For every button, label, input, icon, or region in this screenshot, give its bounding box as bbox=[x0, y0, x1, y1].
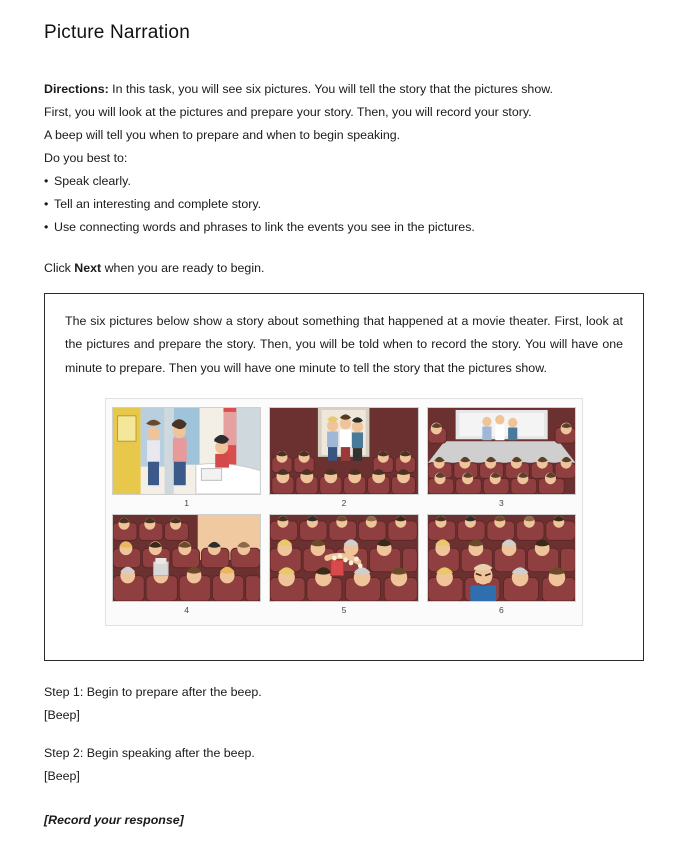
bullet-text-1: Speak clearly. bbox=[54, 173, 131, 188]
step-2-text: Step 2: Begin speaking after the beep. bbox=[44, 745, 255, 760]
picture-cell-6[interactable] bbox=[427, 514, 576, 615]
picture-4-seated-row-image[interactable] bbox=[112, 514, 261, 602]
picture-1-caption: 1 bbox=[184, 498, 190, 509]
bullet-marker-1: • bbox=[44, 173, 49, 188]
picture-2-entering-theater-image[interactable] bbox=[269, 407, 418, 495]
picture-5-caption: 5 bbox=[341, 605, 347, 616]
directions-bullet-1 bbox=[44, 170, 644, 193]
step-1-text: Step 1: Begin to prepare after the beep. bbox=[44, 684, 262, 699]
picture-1-ticket-lobby-image[interactable] bbox=[112, 407, 261, 495]
directions-line-2: First, you will look at the pictures and prepare your story. Then, you will record your story. bbox=[44, 104, 532, 119]
prompt-text: The six pictures below show a story about something that happened at a movie theater. First, look at the pictures and prepare the story. Then, you will be told when to record the story. You will have one minute to prepare. Then you will have one minute to tell the story that the pictures show. bbox=[65, 313, 623, 375]
page-title: Picture Narration bbox=[44, 22, 190, 43]
directions-bullet-2 bbox=[44, 193, 644, 216]
picture-3-caption: 3 bbox=[498, 498, 504, 509]
click-prefix: Click bbox=[44, 260, 75, 275]
picture-4-caption: 4 bbox=[184, 605, 190, 616]
directions-label: Directions: bbox=[44, 82, 109, 96]
bullet-marker-2: • bbox=[44, 196, 49, 211]
picture-cell-4[interactable] bbox=[112, 514, 261, 615]
steps-section bbox=[44, 681, 644, 789]
picture-6-angry-neighbor-image[interactable] bbox=[427, 514, 576, 602]
directions-line-3: A beep will tell you when to prepare and when to begin speaking. bbox=[44, 127, 401, 142]
beep-2-text: [Beep] bbox=[44, 769, 80, 784]
bullet-text-2: Tell an interesting and complete story. bbox=[54, 196, 262, 211]
click-suffix: when you are ready to begin. bbox=[101, 260, 265, 275]
picture-2-caption: 2 bbox=[341, 498, 347, 509]
picture-5-popcorn-spill-image[interactable] bbox=[269, 514, 418, 602]
directions-line-1-text: In this task, you will see six pictures. You will tell the story that the pictures show. bbox=[108, 82, 553, 96]
prompt-box bbox=[44, 293, 644, 661]
directions-line-1 bbox=[44, 78, 644, 101]
record-response-label: [Record your response] bbox=[44, 812, 184, 827]
bullet-marker-3: • bbox=[44, 219, 49, 234]
beep-1-text: [Beep] bbox=[44, 708, 80, 723]
picture-cell-2[interactable] bbox=[269, 407, 418, 508]
steps-spacer bbox=[44, 728, 644, 742]
directions-bullet-3 bbox=[44, 216, 644, 239]
directions-section bbox=[44, 78, 644, 239]
picture-cell-3[interactable] bbox=[427, 407, 576, 508]
click-next-instruction bbox=[44, 261, 644, 275]
picture-cell-5[interactable] bbox=[269, 514, 418, 615]
picture-3-audience-seated-image[interactable] bbox=[427, 407, 576, 495]
bullet-text-3: Use connecting words and phrases to link the events you see in the pictures. bbox=[54, 219, 475, 234]
picture-panel bbox=[105, 398, 583, 626]
picture-cell-1[interactable] bbox=[112, 407, 261, 508]
picture-6-caption: 6 bbox=[498, 605, 504, 616]
directions-line-4: Do you best to: bbox=[44, 150, 128, 165]
next-button-reference: Next bbox=[74, 260, 102, 275]
picture-grid bbox=[112, 407, 576, 615]
